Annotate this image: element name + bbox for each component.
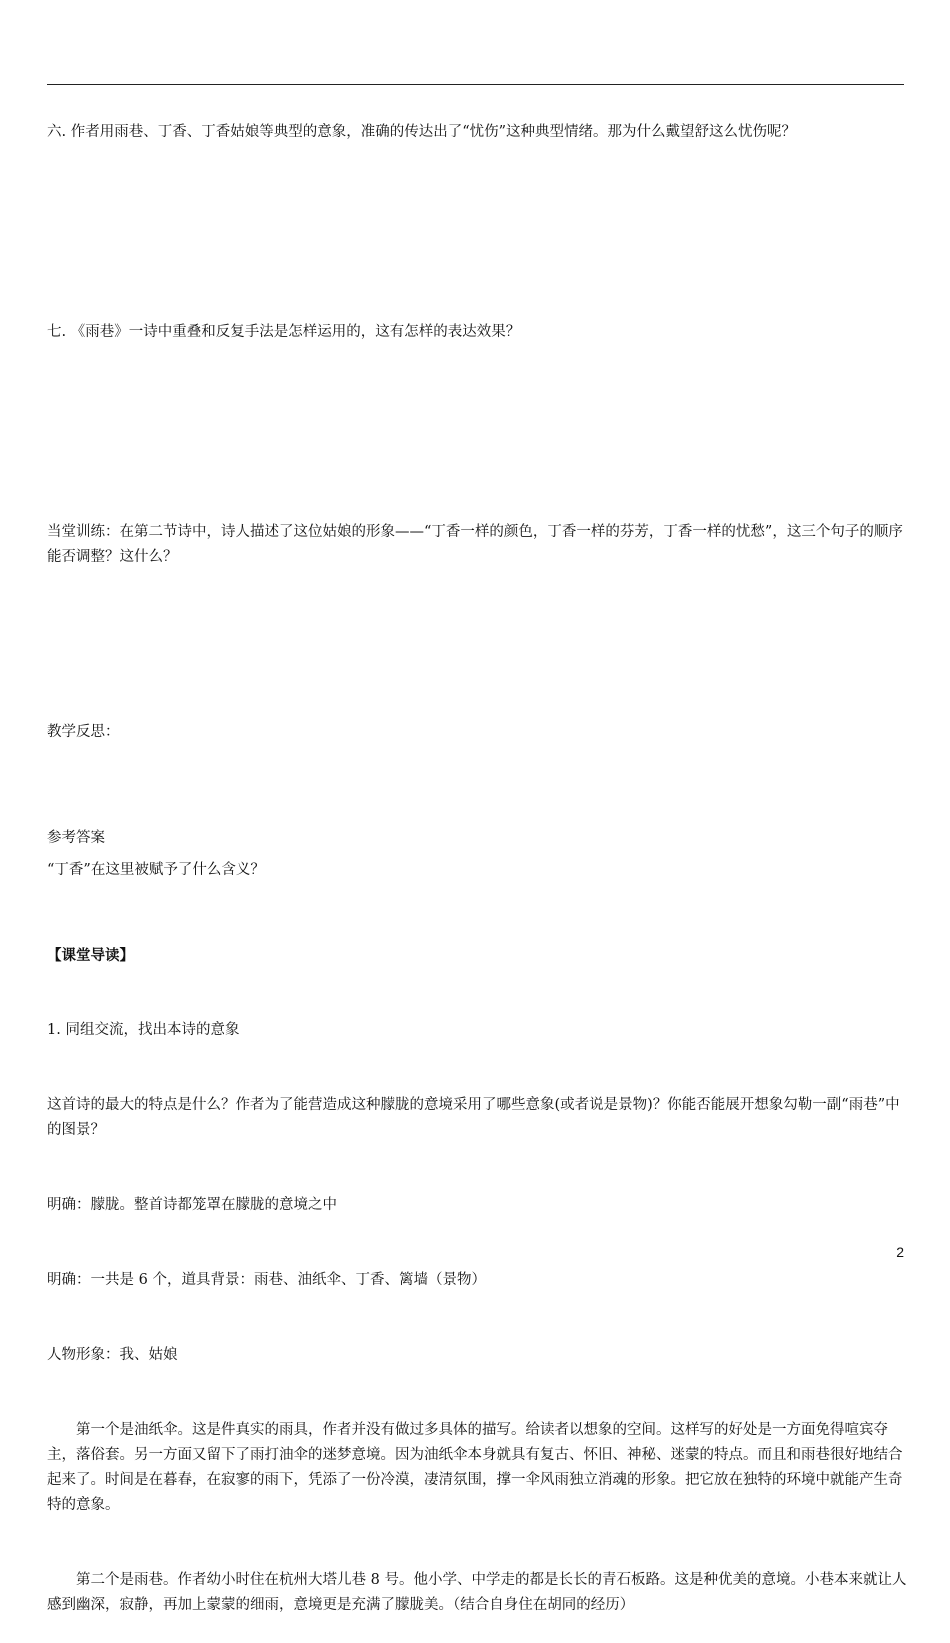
- characters-line: 人物形象：我、姑娘: [47, 1347, 178, 1363]
- question-7: 七. 《雨巷》一诗中重叠和反复手法是怎样运用的，这有怎样的表达效果？: [47, 324, 521, 340]
- page-number: 2: [896, 1244, 904, 1260]
- header-rule: [47, 84, 904, 85]
- alley-paragraph: 第二个是雨巷。作者幼小时住在杭州大塔儿巷 8 号。他小学、中学走的都是长长的青石板路。这是种优美的意境。小巷本来就让人感到幽深，寂静，再加上蒙蒙的细雨，意境更是充满了朦胧美。（结合自身住在胡同的经历）: [47, 1572, 907, 1613]
- feature-paragraph: 这首诗的最大的特点是什么？作者为了能营造成这种朦胧的意境采用了哪些意象(或者说是景物)？你能否能展开想象勾勒一副“雨巷”中的图景？: [47, 1097, 900, 1138]
- teaching-reflection: 教学反思：: [47, 724, 120, 740]
- umbrella-paragraph: 第一个是油纸伞。这是件真实的雨具，作者并没有做过多具体的描写。给读者以想象的空间。这样写的好处是一方面免得喧宾夺主，落俗套。另一方面又留下了雨打油伞的迷梦意境。因为油纸伞本身就具有复古、怀旧、神秘、迷蒙的特点。而且和雨巷很好地结合起来了。时间是在暮春，在寂寥的雨下，凭添了一份冷漠，凄清氛围，撑一伞风雨独立消魂的形象。把它放在独特的环境中就能产生奇特的意象。: [47, 1422, 903, 1513]
- item-1: 1. 同组交流，找出本诗的意象: [47, 1022, 240, 1038]
- question-6: 六. 作者用雨巷、丁香、丁香姑娘等典型的意象，准确的传达出了“忧伤”这种典型情绪。那为什么戴望舒这么忧伤呢？: [47, 124, 797, 140]
- clarify-1: 明确：朦胧。整首诗都笼罩在朦胧的意境之中: [47, 1197, 337, 1213]
- answers-question: “丁香”在这里被赋予了什么含义？: [47, 862, 265, 878]
- practice-question: 当堂训练：在第二节诗中，诗人描述了这位姑娘的形象——“丁香一样的颜色，丁香一样的芬芳，丁香一样的忧愁”，这三个句子的顺序能否调整？这什么？: [47, 524, 903, 565]
- section-heading: 【课堂导读】: [47, 947, 134, 964]
- clarify-2: 明确：一共是 6 个，道具背景：雨巷、油纸伞、丁香、篱墙（景物）: [47, 1272, 486, 1288]
- answers-title: 参考答案: [47, 830, 105, 846]
